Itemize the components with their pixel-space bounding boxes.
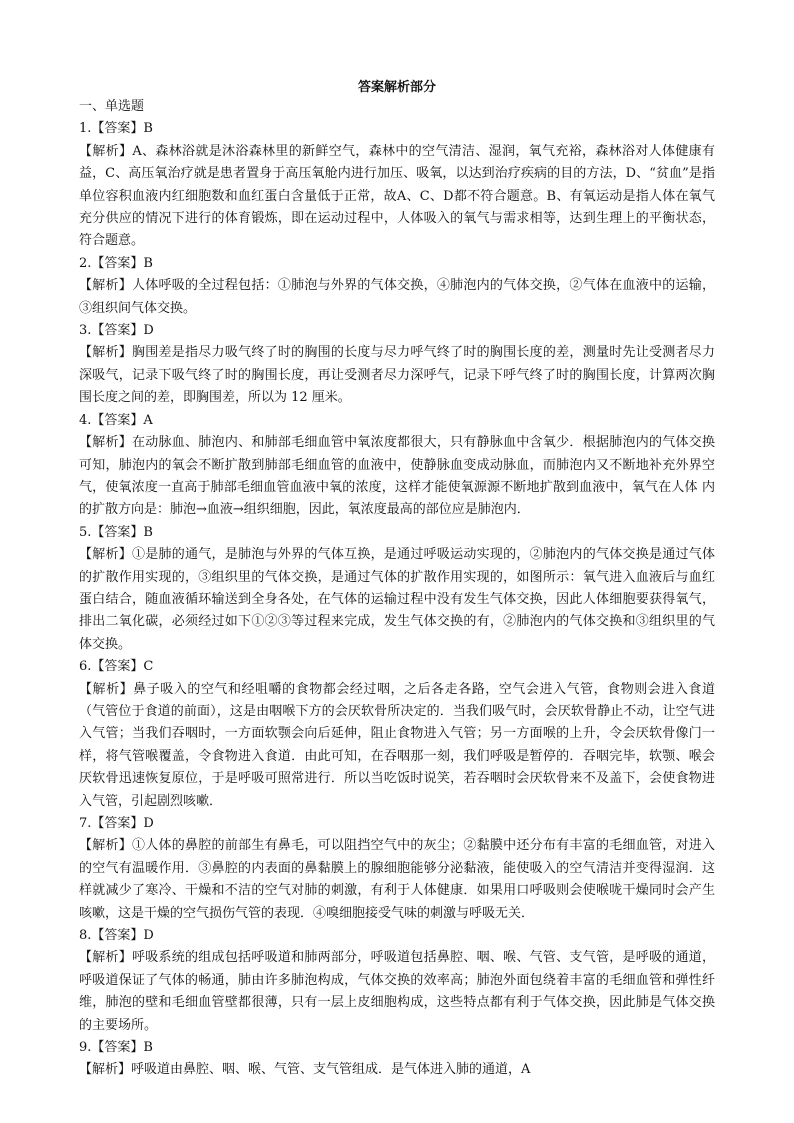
answer-value: B bbox=[143, 121, 153, 137]
analysis-paragraph bbox=[79, 275, 715, 320]
analysis-paragraph bbox=[79, 679, 715, 813]
analysis-label: 【解析】 bbox=[79, 143, 133, 159]
analysis-text: ①人体的鼻腔的前部生有鼻毛，可以阻挡空气中的灰尘；②黏膜中还分布有丰富的毛细血管，对进入的空气有温暖作用．③鼻腔的内表面的鼻黏膜上的腺细胞能够分泌黏液，能使吸入的空气清洁并变得湿润．这样就减少了寒冷、干燥和不洁的空气对肺的刺激，有利于人体健康．如果用口呼吸则会使喉咙干燥同时会产生咳嗽，这是干燥的空气损伤气管的表现．④嗅细胞接受气味的刺激与呼吸无关． bbox=[79, 838, 715, 921]
question-number: 3. bbox=[79, 323, 92, 339]
analysis-text: 胸围差是指尽力吸气终了时的胸围的长度与尽力呼气终了时的胸围长度的差，测量时先让受测者尽力深吸气，记录下吸气终了时的胸围长度，再让受测者尽力深呼气，记录下呼气终了时的胸围长度，计算两次胸围长度之间的差，即胸围差，所以为 12 厘米。 bbox=[79, 345, 715, 406]
answer-value: D bbox=[143, 928, 154, 944]
answer-value: A bbox=[143, 412, 153, 428]
analysis-label: 【解析】 bbox=[79, 950, 133, 966]
answer-label: 【答案】 bbox=[91, 1040, 144, 1056]
section-heading: 一、单选题 bbox=[79, 99, 145, 114]
analysis-label: 【解析】 bbox=[79, 681, 134, 697]
answer-list bbox=[79, 118, 715, 1081]
analysis-label: 【解析】 bbox=[79, 1062, 132, 1078]
analysis-paragraph bbox=[79, 835, 715, 925]
analysis-paragraph bbox=[79, 947, 715, 1037]
analysis-label: 【解析】 bbox=[79, 345, 133, 361]
analysis-text: 在动脉血、肺泡内、和肺部毛细血管中氧浓度都很大，只有静脉血中含氧少．根据肺泡内的气体交换可知，肺泡内的氧会不断扩散到肺部毛细血管的血液中，使静脉血变成动脉血，而肺泡内又不断地补充外界空气，使氧浓度一直高于肺部毛细血管血液中氧的浓度，这样才能使氧源源不断地扩散到血液中，氧气在人体 内的扩散方向是：肺泡→血液→组织细胞，因此，氧浓度最高的部位应是肺泡内． bbox=[79, 435, 715, 518]
answer-value: D bbox=[143, 816, 154, 831]
answer-line bbox=[79, 522, 715, 544]
question-number: 4. bbox=[79, 412, 92, 428]
answer-line bbox=[79, 410, 715, 432]
analysis-paragraph bbox=[79, 544, 715, 656]
answer-label: 【答案】 bbox=[91, 255, 144, 271]
answer-line bbox=[79, 1037, 715, 1059]
question-number: 2. bbox=[79, 255, 92, 271]
analysis-text: 呼吸系统的组成包括呼吸道和肺两部分，呼吸道包括鼻腔、咽、喉、气管、支气管，是呼吸的通道，呼吸道保证了气体的畅通，肺由许多肺泡构成，气体交换的效率高；肺泡外面包绕着丰富的毛细血管和弹性纤维，肺泡的壁和毛细血管壁都很薄，只有一层上皮细胞构成，这些特点都有利于气体交换，因此肺是气体交换的主要场所。 bbox=[79, 950, 715, 1033]
question-number: 5. bbox=[79, 524, 92, 540]
answer-label: 【答案】 bbox=[91, 816, 144, 831]
question-number: 8. bbox=[79, 928, 92, 944]
answer-value: B bbox=[143, 1040, 153, 1056]
answer-content bbox=[79, 96, 715, 1082]
analysis-text: A、森林浴就是沐浴森林里的新鲜空气，森林中的空气清洁、湿润，氧气充裕，森林浴对人体健康有益，C、高压氧治疗就是患者置身于高压氧舱内进行加压、吸氧，以达到治疗疾病的目的方法，D、“贫血”是指单位容积血液内红细胞数和血红蛋白含量低于正常，故A、C、D都不符合题意。B、有氧运动是指人体在氧气充分供应的情况下进行的体育锻炼，即在运动过程中，人体吸入的氧气与需求相等，达到生理上的平衡状态，符合题意。 bbox=[79, 143, 715, 249]
answer-line bbox=[79, 925, 715, 947]
analysis-text: ①是肺的通气，是肺泡与外界的气体互换，是通过呼吸运动实现的，②肺泡内的气体交换是通过气体的扩散作用实现的，③组织里的气体交换，是通过气体的扩散作用实现的，如图所示：氧气进入血液后与血红蛋白结合，随血液循环输送到全身各处，在气体的运输过程中没有发生气体交换，因此人体细胞要获得氧气，排出二氧化碳，必须经过如下①②③等过程来完成，发生气体交换的有，②肺泡内的气体交换和③组织里的气体交换。 bbox=[79, 547, 715, 652]
analysis-text: 人体呼吸的全过程包括：①肺泡与外界的气体交换，④肺泡内的气体交换，②气体在血液中的运输，③组织间气体交换。 bbox=[79, 278, 715, 316]
answer-label: 【答案】 bbox=[91, 121, 144, 137]
analysis-paragraph bbox=[79, 1059, 715, 1081]
answer-value: C bbox=[143, 659, 154, 675]
answer-label: 【答案】 bbox=[91, 323, 144, 339]
page-title: 答案解析部分 bbox=[357, 80, 436, 95]
answer-value: B bbox=[143, 524, 153, 540]
answer-label: 【答案】 bbox=[91, 659, 144, 675]
answer-line bbox=[79, 656, 715, 678]
answer-line bbox=[79, 813, 715, 835]
analysis-label: 【解析】 bbox=[79, 278, 133, 294]
answer-value: B bbox=[143, 255, 153, 271]
analysis-label: 【解析】 bbox=[79, 838, 133, 854]
analysis-text: 呼吸道由鼻腔、咽、喉、气管、支气管组成．是气体进入肺的通道，A bbox=[131, 1062, 531, 1078]
question-number: 9. bbox=[79, 1040, 92, 1056]
question-number: 7. bbox=[79, 816, 92, 831]
question-number: 1. bbox=[79, 121, 92, 137]
analysis-label: 【解析】 bbox=[79, 435, 133, 451]
analysis-paragraph bbox=[79, 342, 715, 409]
question-number: 6. bbox=[79, 659, 92, 675]
answer-line bbox=[79, 253, 715, 275]
answer-value: D bbox=[143, 323, 154, 339]
answer-label: 【答案】 bbox=[91, 412, 144, 428]
answer-line bbox=[79, 118, 715, 140]
analysis-paragraph bbox=[79, 141, 715, 253]
analysis-text: 鼻子吸入的空气和经咀嚼的食物都会经过咽，之后各走各路，空气会进入气管，食物则会进入食道（气管位于食道的前面），这是由咽喉下方的会厌软骨所决定的．当我们吸气时，会厌软骨静止不动，让空气进入气管；当我们吞咽时，一方面软颚会向后延伸，阻止食物进入气管；另一方面喉的上升，令会厌软骨像门一样，将气管喉覆盖，令食物进入食道．由此可知，在吞咽那一刻，我们呼吸是暂停的．吞咽完毕，软颚、喉会厌软骨迅速恢复原位，于是呼吸可照常进行．所以当吃饭时说笑，若吞咽时会厌软骨来不及盖下，会使食物进入气管，引起剧烈咳嗽． bbox=[79, 681, 715, 809]
analysis-label: 【解析】 bbox=[79, 547, 133, 563]
answer-line bbox=[79, 320, 715, 342]
analysis-paragraph bbox=[79, 432, 715, 522]
answer-label: 【答案】 bbox=[91, 928, 144, 944]
answer-label: 【答案】 bbox=[91, 524, 144, 540]
